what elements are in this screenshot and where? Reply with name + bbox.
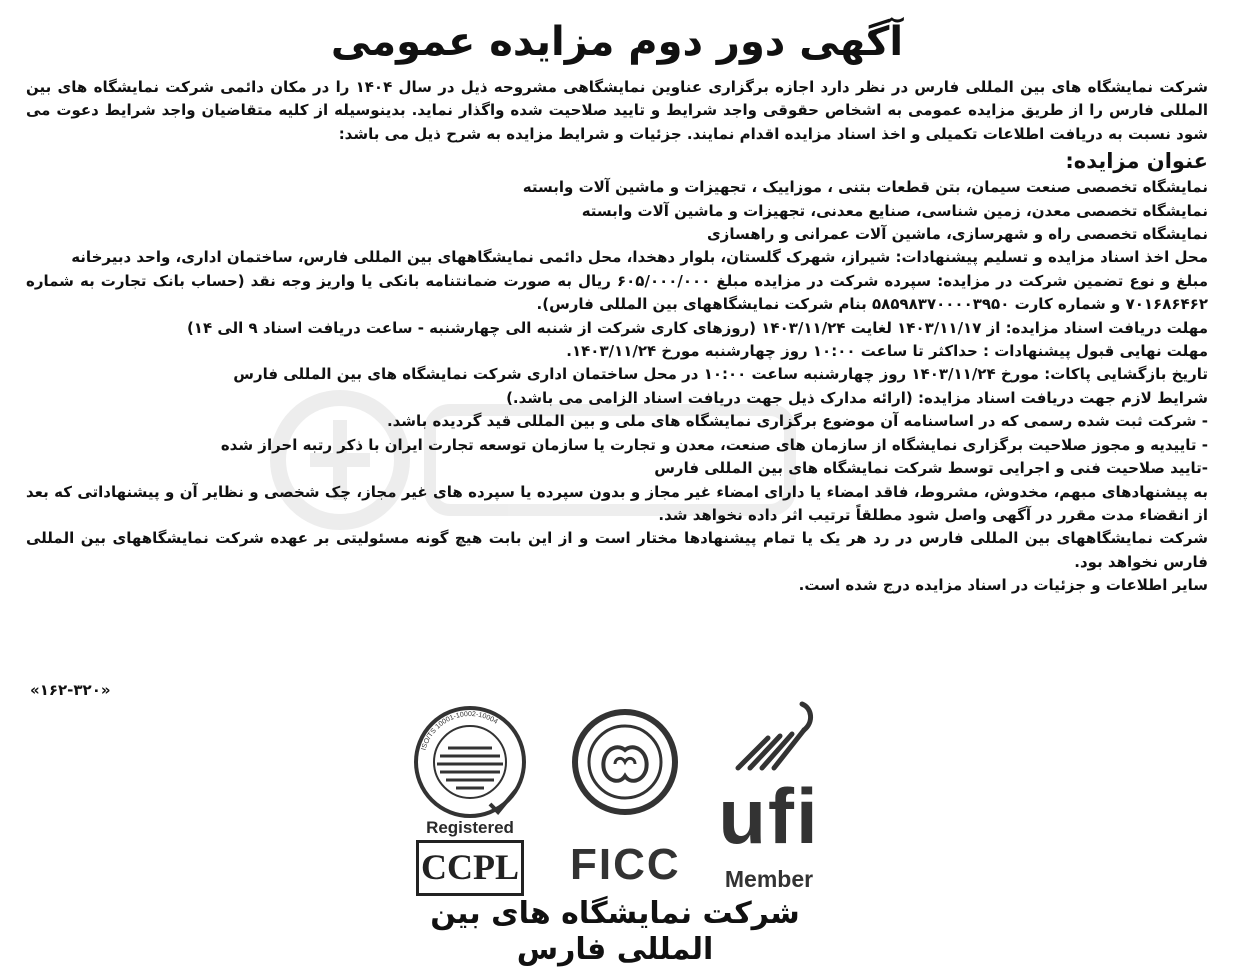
requirement-item: - شرکت ثبت شده رسمی که در اساسنامه آن موضوع برگزاری نمایشگاه های ملی و بین المللی قید گردیده باشد. bbox=[386, 412, 1208, 431]
requirements-heading: شرایط لازم جهت دریافت اسناد مزایده: (ارائه مدارک ذیل جهت دریافت اسناد الزامی می باشد.) bbox=[506, 388, 1208, 407]
ccpl-ring-text: ISO/TS 10001-10002-10004 bbox=[420, 711, 499, 752]
page-title: آگهی دور دوم مزایده عمومی bbox=[330, 19, 904, 65]
ccpl-seal-icon bbox=[410, 700, 530, 820]
rejection-right-note: شرکت نمایشگاههای بین المللی فارس در رد هر یک یا تمام پیشنهادها مختار است و از این بابت هیچ گونه مسئولیتی بر عهده شرکت نمایشگاههای بین المللی فارس نخواهد بود. bbox=[26, 529, 1208, 571]
auction-title-heading: عنوان مزایده: bbox=[1065, 149, 1208, 174]
footer-signature: شرکت نمایشگاه های بین المللی فارس bbox=[430, 896, 800, 967]
ufi-member-label: Member bbox=[724, 866, 814, 892]
intro-paragraph: شرکت نمایشگاه های بین المللی فارس در نظر دارد اجازه برگزاری عناوین نمایشگاهی مشروحه ذیل در سال ۱۴۰۴ را در مکان دائمی شرکت نمایشگاه های بین المللی فارس را از طریق مزایده عمومی به اشخاص حقوقی واجد شرایط و تایید صلاحیت شده واگذار نماید. بدینوسیله از کلیه متقاضیان واجد شرایط دعوت می شود نسبت به دریافت اطلاعات تکمیلی و اخذ اسناد مزایده اقدام نمایند. جزئیات و شرایط مزایده به شرح ذیل می باشد: bbox=[26, 78, 1209, 143]
ccpl-logo bbox=[410, 700, 530, 896]
more-info-note: سایر اطلاعات و جزئیات در اسناد مزایده درج شده است. bbox=[798, 576, 1208, 595]
logo-row bbox=[410, 700, 830, 900]
invalid-offers-note: به پیشنهادهای مبهم، مخدوش، مشروط، فاقد امضاء یا دارای امضاء غیر مجاز و بدون سپرده یا سپرده های غیر مجاز، چک شخصی و نظایر آن و پیشنهاداتی که بعد از انقضاء مدت مقرر در آگهی واصل شود مطلقاً ترتیب اثر داده نخواهد شد. bbox=[26, 482, 1208, 524]
requirement-item: -تایید صلاحیت فنی و اجرایی توسط شرکت نمایشگاه های بین المللی فارس bbox=[654, 459, 1208, 478]
opening-date: تاریخ بازگشایی پاکات: مورخ ۱۴۰۳/۱۱/۲۴ روز چهارشنبه ساعت ۱۰:۰۰ در محل ساختمان اداری شرکت نمایشگاه های بین المللی فارس bbox=[233, 365, 1208, 384]
exhibition-item: نمایشگاه تخصصی معدن، زمین شناسی، صنایع معدنی، تجهیزات و ماشین آلات وابسته bbox=[581, 201, 1208, 220]
location-detail: محل اخذ اسناد مزایده و تسلیم پیشنهادات: شیراز، شهرک گلستان، بلوار دهخدا، محل دائمی نمایشگاههای بین المللی فارس، ساختمان اداری، واحد دبیرخانه bbox=[71, 248, 1208, 267]
ficc-emblem-icon bbox=[570, 700, 680, 830]
reference-code: «۱۶۲-۳۲۰» bbox=[30, 681, 111, 699]
deposit-detail: مبلغ و نوع تضمین شرکت در مزایده: سپرده شرکت در مزایده مبلغ ۶۰۵/۰۰۰/۰۰۰ ریال به صورت ضمانتنامه بانکی یا واریز وجه نقد (حساب بانک تجارت به شماره ۷۰۱۶۸۶۴۶۲ و شماره کارت ۵۸۵۹۸۳۷۰۰۰۰۳۹۵۰ بنام شرکت نمایشگاههای بین المللی فارس). bbox=[26, 271, 1208, 314]
exhibition-item: نمایشگاه تخصصی راه و شهرسازی، ماشین آلات عمرانی و راهسازی bbox=[706, 225, 1208, 244]
document-deadline: مهلت دریافت اسناد مزایده: از ۱۴۰۳/۱۱/۱۷ لغایت ۱۴۰۳/۱۱/۲۴ (روزهای کاری شرکت از شنبه الی چهارشنبه - ساعت دریافت اسناد ۹ الی ۱۴) bbox=[186, 318, 1208, 337]
ficc-logo bbox=[570, 700, 680, 896]
ufi-name: ufi bbox=[718, 772, 820, 860]
ccpl-name: CCPL bbox=[416, 840, 524, 896]
requirement-item: - تاییدیه و مجوز صلاحیت برگزاری نمایشگاه از سازمان های صنعت، معدن و تجارت یا سازمان توسعه تجارت ایران با ذکر رتبه احراز شده bbox=[220, 435, 1208, 454]
ficc-name: FICC bbox=[570, 840, 681, 889]
announcement-body bbox=[26, 76, 1208, 598]
offer-deadline: مهلت نهایی قبول پیشنهادات : حداکثر تا ساعت ۱۰:۰۰ روز چهارشنبه مورخ ۱۴۰۳/۱۱/۲۴. bbox=[566, 342, 1208, 361]
ufi-swoosh-icon bbox=[710, 700, 828, 780]
ufi-logo bbox=[710, 700, 828, 896]
exhibition-item: نمایشگاه تخصصی صنعت سیمان، بتن قطعات بتنی ، موزاییک ، تجهیزات و ماشین آلات وابسته bbox=[522, 178, 1208, 197]
ccpl-registered-label: Registered bbox=[426, 818, 514, 837]
